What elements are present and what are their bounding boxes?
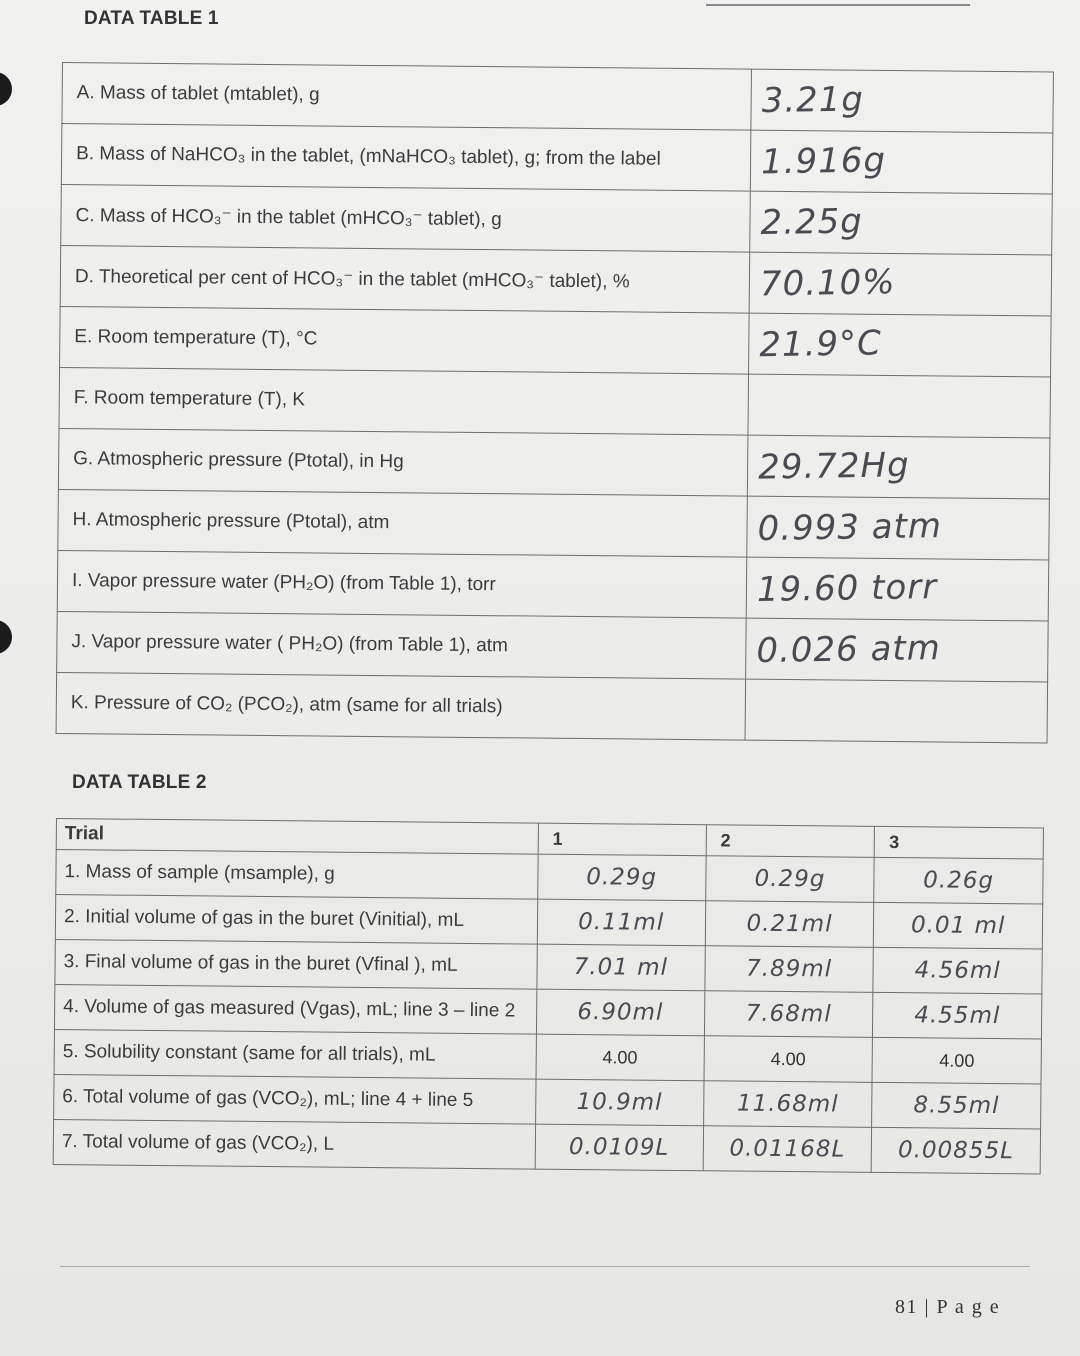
table1-row-value-cell <box>746 496 1049 560</box>
table1-row-value-cell <box>749 252 1052 316</box>
table2-row-label: 5. Solubility constant (same for all trials), mL <box>54 1029 536 1079</box>
table1-row <box>60 245 1052 316</box>
table1-row-label: I. Vapor pressure water (PH₂O) (from Table 1), torr <box>57 550 746 618</box>
table1-row-value-cell <box>745 618 1048 682</box>
footer-rule <box>60 1266 1030 1267</box>
handwritten-value: 0.11ml <box>578 909 665 936</box>
handwritten-value: 0.00855L <box>897 1137 1015 1165</box>
table1-row-label: H. Atmospheric pressure (Ptotal), atm <box>58 489 747 557</box>
table1-row <box>58 489 1050 560</box>
trial-3-value-cell <box>874 902 1043 949</box>
table1-row-value-cell <box>748 313 1051 377</box>
trial-2-value-cell <box>704 991 873 1038</box>
trial-1-value-cell <box>537 899 705 946</box>
handwritten-value: 0.29g <box>754 865 826 893</box>
table2-row-label: 6. Total volume of gas (VCO₂), mL; line 4 + line 5 <box>54 1074 536 1124</box>
handwritten-value: 7.01 ml <box>573 953 669 981</box>
table1-row-label: D. Theoretical per cent of HCO₃⁻ in the tablet (mHCO₃⁻ tablet), % <box>60 245 749 313</box>
trial-3-value-cell <box>872 1037 1041 1084</box>
handwritten-value: 0.01168L <box>729 1135 846 1163</box>
table2-row-label: 3. Final volume of gas in the buret (Vfinal ), mL <box>55 939 537 989</box>
table1-row <box>60 306 1052 377</box>
handwritten-value: 3.21g <box>760 79 864 122</box>
table1-row-label: J. Vapor pressure water ( PH₂O) (from Table 1), atm <box>57 611 746 679</box>
table2-row-label: 7. Total volume of gas (VCO₂), L <box>53 1119 535 1169</box>
trial-header: Trial <box>56 819 538 855</box>
trial-1-value-cell <box>535 1124 703 1171</box>
handwritten-value: 0.026 atm <box>755 628 941 672</box>
table2-row <box>53 1119 1040 1173</box>
table1-row-label: K. Pressure of CO₂ (PCO₂), atm (same for all trials) <box>56 672 745 740</box>
handwritten-value: 0.993 atm <box>756 506 942 550</box>
table1-row <box>56 672 1048 743</box>
handwritten-value: 2.25g <box>759 201 863 244</box>
trial-1-value-cell <box>536 989 704 1036</box>
table1-row-label: E. Room temperature (T), °C <box>60 306 749 374</box>
handwritten-value: 0.21ml <box>746 910 833 938</box>
table1-row-label: B. Mass of NaHCO₃ in the tablet, (mNaHCO₃ tablet), g; from the label <box>61 124 750 192</box>
table1-title: DATA TABLE 1 <box>84 8 219 29</box>
handwritten-value: 0.01 ml <box>910 912 1006 940</box>
trial-1-value-cell <box>537 944 705 991</box>
trial-2-value-cell <box>703 1126 872 1173</box>
trial-3-value-cell <box>871 1127 1040 1174</box>
trial-3-value-cell <box>874 857 1043 904</box>
table1-row <box>62 63 1054 134</box>
trial-3-value-cell <box>872 1082 1041 1129</box>
trial-1-value-cell <box>535 1079 703 1126</box>
trial-2-value-cell <box>705 901 874 948</box>
table1-row <box>61 184 1053 255</box>
table1-row <box>61 124 1053 195</box>
printed-value: 4.00 <box>939 1049 975 1071</box>
table1-row-label: G. Atmospheric pressure (Ptotal), in Hg <box>58 428 747 496</box>
table1-row-label: C. Mass of HCO₃⁻ in the tablet (mHCO₃⁻ tablet), g <box>61 184 750 252</box>
trial-1-value-cell <box>537 854 705 901</box>
trial-3-value-cell <box>873 947 1042 994</box>
handwritten-value: 0.29g <box>586 864 658 891</box>
handwritten-value: 1.916g <box>760 140 886 183</box>
handwritten-value: 6.90ml <box>577 999 664 1026</box>
trial-1-value-cell <box>536 1034 704 1081</box>
table1-row-value-cell <box>750 130 1053 194</box>
trial-col-2: 2 <box>706 825 875 858</box>
handwritten-value: 0.0109L <box>568 1133 670 1161</box>
trial-2-value-cell <box>705 946 874 993</box>
handwritten-value: 10.9ml <box>576 1089 663 1116</box>
trial-col-3: 3 <box>874 826 1043 859</box>
handwritten-value: 29.72Hg <box>757 445 910 488</box>
table1-row-value-cell <box>748 374 1051 438</box>
data-table-2 <box>53 818 1044 1174</box>
handwritten-value: 4.56ml <box>914 957 1001 985</box>
trial-2-value-cell <box>703 1081 872 1128</box>
table1-row <box>57 611 1049 682</box>
handwritten-value: 8.55ml <box>913 1092 1000 1120</box>
top-rule <box>706 4 970 6</box>
table2-row-label: 4. Volume of gas measured (Vgas), mL; line 3 – line 2 <box>54 984 536 1034</box>
printed-value: 4.00 <box>602 1046 638 1068</box>
page-number: 81 | P a g e <box>895 1296 1001 1318</box>
handwritten-value: 7.89ml <box>745 955 833 983</box>
trial-2-value-cell <box>705 856 874 903</box>
table1-row-value-cell <box>750 69 1053 133</box>
binder-hole-bottom <box>0 620 12 654</box>
handwritten-value: 4.55ml <box>914 1002 1001 1030</box>
trial-3-value-cell <box>873 992 1042 1039</box>
table1-row <box>58 428 1050 499</box>
handwritten-value: 21.9°C <box>758 323 882 366</box>
table1-row-value-cell <box>747 435 1050 499</box>
table1-row-value-cell <box>749 191 1052 255</box>
binder-hole-top <box>0 72 12 106</box>
handwritten-value: 11.68ml <box>736 1090 839 1118</box>
printed-value: 4.00 <box>770 1048 806 1069</box>
table1-row-label: A. Mass of tablet (mtablet), g <box>62 63 751 131</box>
handwritten-value: 19.60 torr <box>756 567 938 611</box>
handwritten-value: 70.10% <box>759 262 896 305</box>
data-table-1 <box>56 62 1054 743</box>
trial-2-value-cell <box>704 1036 873 1083</box>
table1-row <box>59 367 1051 438</box>
handwritten-value: 7.68ml <box>745 1000 832 1028</box>
table1-row-label: F. Room temperature (T), K <box>59 367 748 435</box>
table1-row <box>57 550 1049 621</box>
handwritten-value: 0.26g <box>923 867 995 895</box>
table2-row-label: 2. Initial volume of gas in the buret (Vinitial), mL <box>55 895 537 945</box>
trial-col-1: 1 <box>538 823 706 856</box>
table2-row-label: 1. Mass of sample (msample), g <box>56 850 538 900</box>
table2-title: DATA TABLE 2 <box>72 772 207 793</box>
table1-row-value-cell <box>745 679 1048 743</box>
table1-row-value-cell <box>746 557 1049 621</box>
